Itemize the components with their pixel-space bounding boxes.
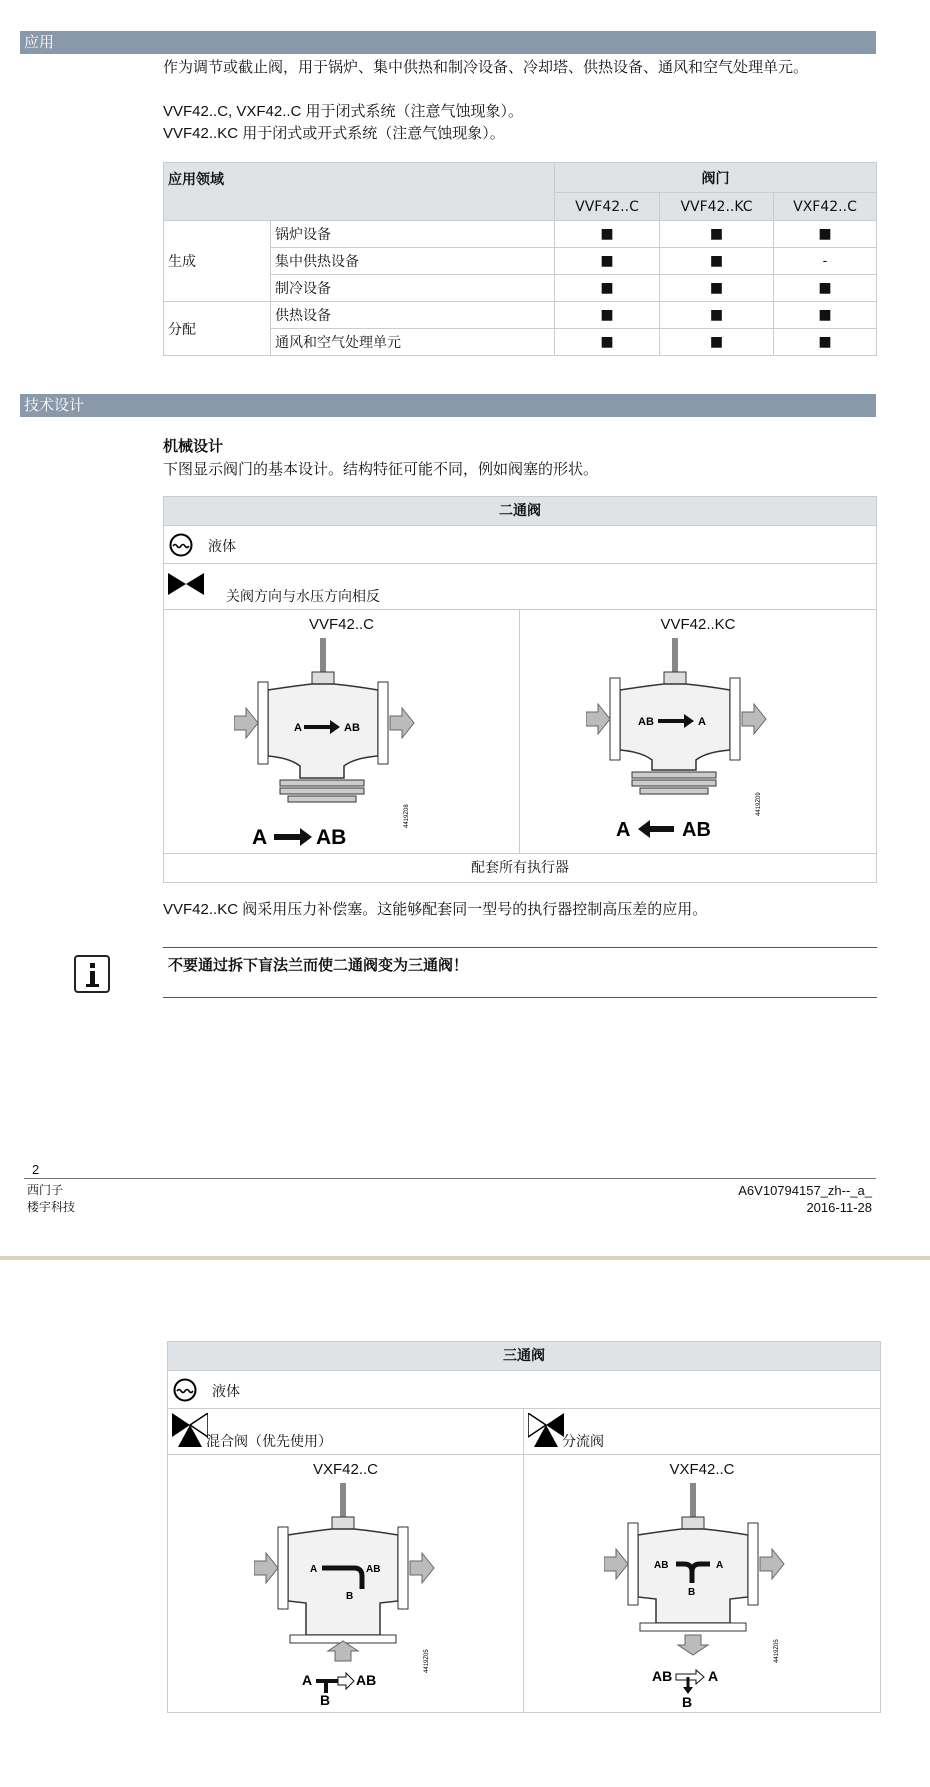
table-cell-mark: ■	[555, 248, 660, 275]
inlet-arrow-icon	[586, 704, 610, 734]
flange-right-icon	[730, 678, 740, 760]
table-cell-mark: ■	[660, 302, 774, 329]
two-way-valve-left-drawing	[234, 638, 454, 852]
flange-right-icon	[378, 682, 388, 764]
footer-company-2: 楼宇科技	[27, 1200, 76, 1214]
two-way-valve-right-drawing	[586, 638, 806, 852]
bonnet-icon	[332, 1517, 354, 1529]
application-table	[163, 162, 877, 356]
outlet-arrow-icon	[760, 1549, 784, 1579]
right-3way-bottom-a: A	[708, 1668, 719, 1684]
table-cell-mark: ■	[555, 329, 660, 356]
table-row-label: 供热设备	[271, 302, 555, 329]
table-group-generation: 生成	[164, 221, 271, 302]
two-way-footer: 配套所有执行器	[471, 860, 569, 876]
two-way-left-model: VVF42..C	[308, 616, 375, 633]
right-3way-a: A	[716, 1560, 724, 1571]
right-big-ab: AB	[682, 819, 711, 841]
stem-icon	[690, 1483, 696, 1519]
table-cell-mark: ■	[774, 275, 877, 302]
bottom-flange-icon	[280, 780, 364, 786]
three-way-mixing-row	[168, 1409, 524, 1455]
divert-down-head-icon	[683, 1687, 693, 1694]
design-subtitle: 机械设计	[163, 437, 224, 455]
left-3way-b: B	[346, 1591, 354, 1602]
table-col-vxf42c: VXF42..C	[774, 193, 877, 221]
two-way-medium-label: 液体	[208, 539, 236, 555]
table-group-distribution: 分配	[164, 302, 271, 356]
flange-left-icon	[278, 1527, 288, 1609]
three-way-right-model: VXF42..C	[669, 1461, 735, 1478]
stem-icon	[340, 1483, 346, 1519]
outlet-arrow-icon	[410, 1553, 434, 1583]
info-icon	[74, 955, 110, 993]
bonnet-icon	[312, 672, 334, 684]
inlet-arrow-icon	[234, 708, 258, 738]
inlet-b-arrow-icon	[328, 1641, 358, 1661]
left-small-ab: AB	[344, 722, 360, 734]
right-3way-bottom-b: B	[682, 1694, 693, 1709]
footer-company	[27, 1182, 75, 1216]
two-way-direction-label: 关阀方向与水压方向相反	[226, 589, 380, 605]
flange-left-icon	[258, 682, 268, 764]
warning-box	[163, 947, 877, 998]
bottom-flange-icon	[632, 772, 716, 778]
three-way-left-diagram	[168, 1455, 524, 1712]
bottom-flange-icon	[640, 788, 708, 794]
three-way-left-model: VXF42..C	[312, 1461, 379, 1478]
two-way-right-model: VVF42..KC	[660, 616, 736, 633]
bottom-flange-icon	[280, 788, 364, 794]
right-3way-b: B	[688, 1587, 696, 1598]
divert-in-arrow-icon	[676, 1670, 704, 1684]
liquid-icon	[168, 533, 194, 557]
body-icon	[268, 684, 378, 778]
stem-icon	[672, 638, 678, 674]
three-way-valve-panel	[167, 1341, 881, 1713]
design-para: 下图显示阀门的基本设计。结构特征可能不同，例如阀塞的形状。	[163, 460, 599, 478]
two-way-title: 二通阀	[164, 497, 876, 526]
table-cell-mark: ■	[774, 221, 877, 248]
right-small-a: A	[698, 716, 706, 728]
left-3way-bottom-a: A	[302, 1672, 313, 1688]
table-row-label: 集中供热设备	[271, 248, 555, 275]
table-cell-mark: ■	[774, 329, 877, 356]
application-para-2: VVF42..C, VXF42..C 用于闭式系统（注意气蚀现象）。	[163, 103, 524, 120]
two-way-valve-panel	[163, 496, 877, 883]
mixing-valve-symbol-icon	[172, 1413, 208, 1447]
application-para-3: VVF42..KC 用于闭式或开式系统（注意气蚀现象）。	[163, 125, 505, 142]
left-3way-ab: AB	[366, 1564, 381, 1575]
left-3way-bottom-ab: AB	[356, 1672, 377, 1688]
mix-out-arrow-icon	[338, 1673, 354, 1689]
table-cell-mark: ■	[660, 329, 774, 356]
section-header-application: 应用	[20, 31, 876, 54]
three-way-right-diagram	[524, 1455, 880, 1712]
right-3way-bottom-ab: AB	[652, 1668, 673, 1684]
three-way-valve-left-drawing	[254, 1483, 454, 1709]
big-flow-arrow-icon	[274, 828, 312, 846]
outlet-arrow-icon	[742, 704, 766, 734]
section-header-design: 技术设计	[20, 394, 876, 417]
table-col-vvf42c: VVF42..C	[555, 193, 660, 221]
kc-note: VVF42..KC 阀采用压力补偿塞。这能够配套同一型号的执行器控制高压差的应用。	[163, 901, 708, 918]
table-row-label: 制冷设备	[271, 275, 555, 302]
table-cell-mark: ■	[555, 275, 660, 302]
table-cell-mark: ■	[555, 302, 660, 329]
outlet-arrow-icon	[390, 708, 414, 738]
table-row-label: 通风和空气处理单元	[271, 329, 555, 356]
bonnet-icon	[664, 672, 686, 684]
two-way-valve-symbol-icon	[168, 573, 204, 595]
left-3way-bottom-b: B	[320, 1692, 331, 1708]
inlet-arrow-icon	[254, 1553, 278, 1583]
left-big-ab: AB	[316, 826, 347, 849]
table-cell-mark: -	[774, 248, 877, 275]
warning-text: 不要通过拆下盲法兰而使二通阀变为三通阀！	[168, 956, 469, 974]
flange-right-icon	[748, 1523, 758, 1605]
two-way-right-diagram	[520, 610, 876, 854]
body-icon	[620, 684, 730, 770]
table-cell-mark: ■	[660, 248, 774, 275]
table-col-vvf42kc: VVF42..KC	[660, 193, 774, 221]
inlet-arrow-icon	[604, 1549, 628, 1579]
left-drawing-code: 4419Z08	[404, 804, 410, 828]
three-way-medium-label: 液体	[212, 1384, 240, 1400]
right-3way-code: 4419Z05	[774, 1639, 780, 1663]
liquid-icon	[172, 1378, 198, 1402]
right-drawing-code: 4419Z09	[756, 792, 762, 816]
footer-company-1: 西门子	[27, 1183, 64, 1197]
mixing-label: 混合阀（优先使用）	[206, 1434, 332, 1450]
three-way-valve-right-drawing	[604, 1483, 804, 1709]
left-3way-a: A	[310, 1564, 318, 1575]
right-3way-ab: AB	[654, 1560, 669, 1571]
three-way-title: 三通阀	[168, 1342, 880, 1371]
footer-doc-info	[738, 1182, 872, 1216]
flange-right-icon	[398, 1527, 408, 1609]
diverting-valve-symbol-icon	[528, 1413, 564, 1447]
two-way-direction-row	[164, 564, 876, 610]
table-cell-mark: ■	[660, 275, 774, 302]
table-cell-mark: ■	[555, 221, 660, 248]
footer-rule	[24, 1178, 876, 1179]
bottom-flange-icon	[288, 796, 356, 802]
table-row-label: 锅炉设备	[271, 221, 555, 248]
three-way-diverting-row	[524, 1409, 880, 1455]
three-way-medium-row	[168, 1371, 880, 1409]
left-small-a: A	[294, 722, 302, 734]
two-way-medium-row	[164, 526, 876, 564]
left-3way-code: 4419Z05	[424, 1649, 430, 1673]
flange-left-icon	[610, 678, 620, 760]
right-small-ab: AB	[638, 716, 654, 728]
table-header-field: 应用领域	[164, 163, 555, 221]
page-number: 2	[32, 1162, 40, 1177]
right-big-a: A	[616, 819, 631, 841]
bottom-flange-icon	[640, 1623, 746, 1631]
application-para-1: 作为调节或截止阀，用于锅炉、集中供热和制冷设备、冷却塔、供热设备、通风和空气处理单元。	[163, 58, 809, 76]
big-return-arrow-icon	[638, 820, 674, 838]
bonnet-icon	[682, 1517, 704, 1529]
two-way-left-diagram	[164, 610, 520, 854]
left-big-a: A	[252, 826, 268, 849]
footer-date: 2016-11-28	[806, 1200, 872, 1215]
outlet-b-arrow-icon	[678, 1635, 708, 1655]
table-header-valve: 阀门	[555, 163, 877, 193]
stem-icon	[320, 638, 326, 674]
footer-doc-id: A6V10794157_zh--_a_	[738, 1183, 872, 1198]
table-cell-mark: ■	[660, 221, 774, 248]
bottom-flange-icon	[632, 780, 716, 786]
page-break-divider	[0, 1256, 930, 1260]
body-icon	[288, 1529, 398, 1635]
table-cell-mark: ■	[774, 302, 877, 329]
flange-left-icon	[628, 1523, 638, 1605]
diverting-label: 分流阀	[562, 1434, 604, 1450]
